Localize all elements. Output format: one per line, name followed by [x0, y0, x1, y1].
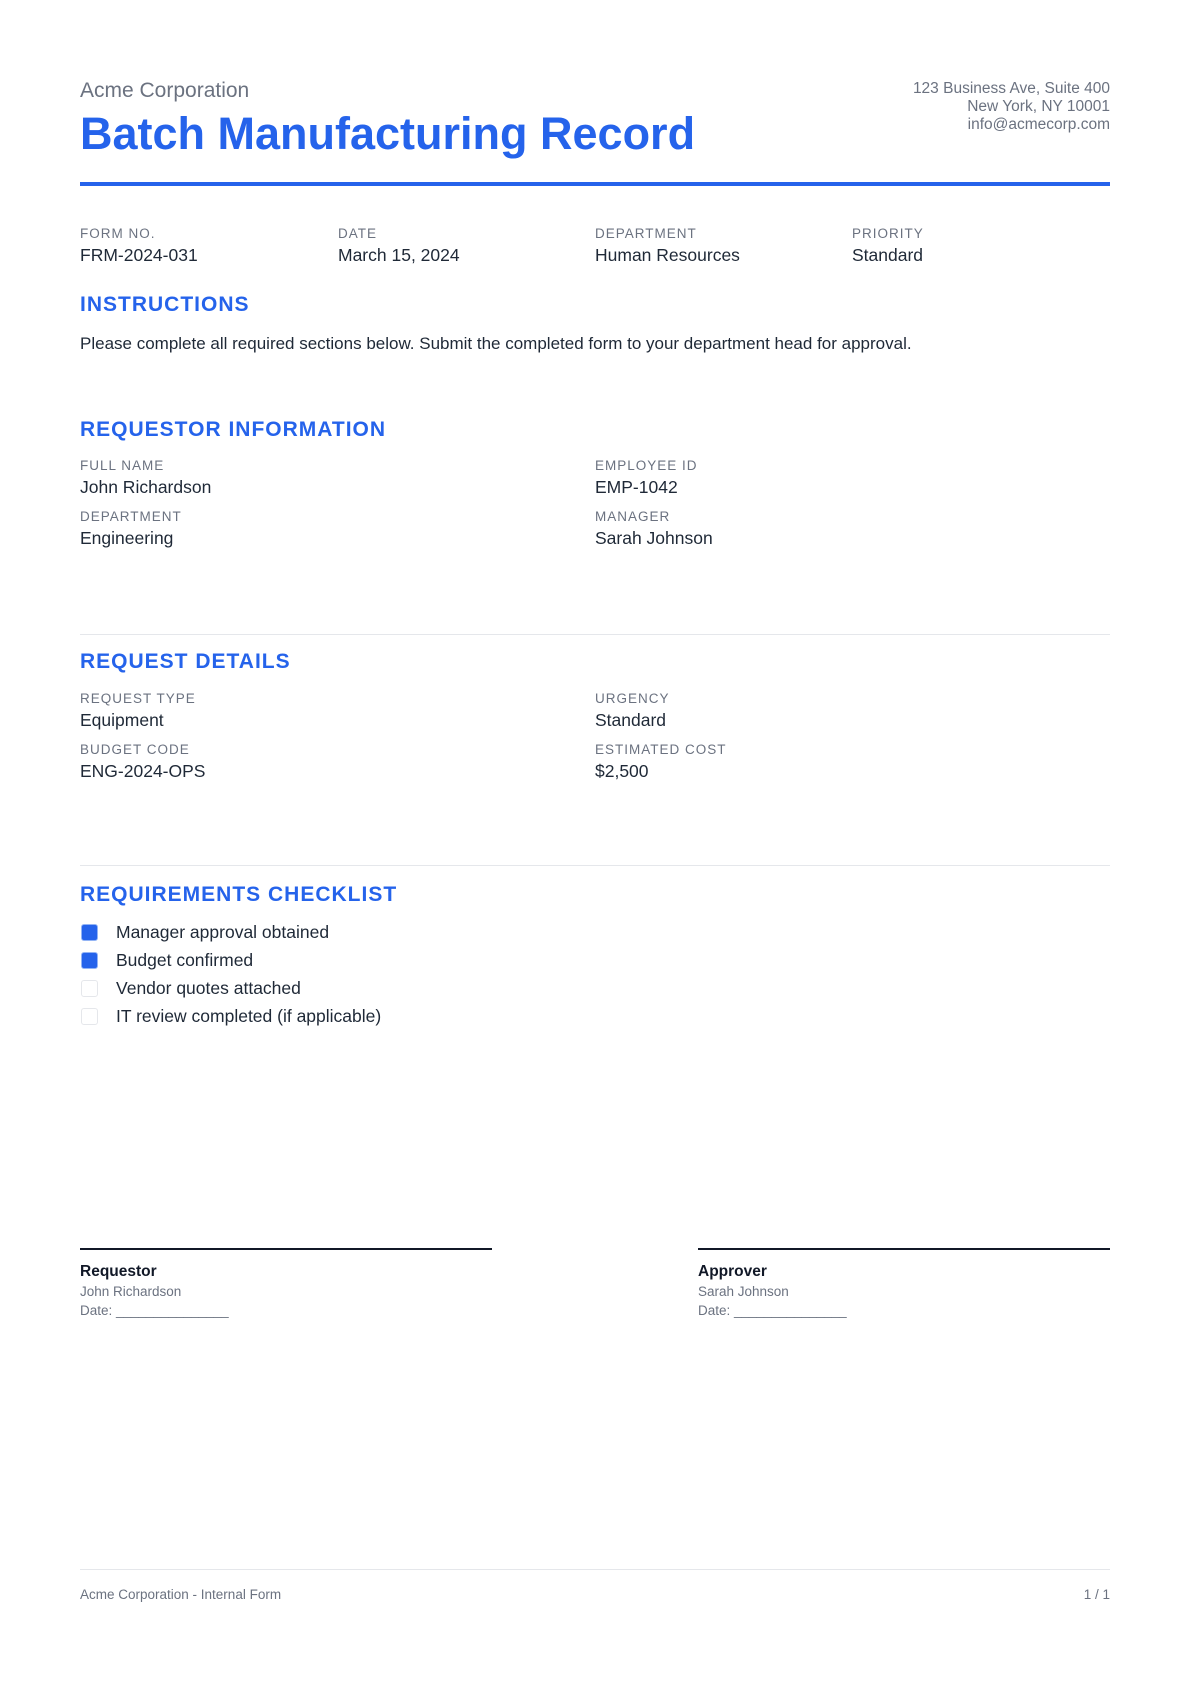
- employee-id-value: EMP-1042: [595, 477, 678, 497]
- approver-signature-name: Sarah Johnson: [698, 1284, 789, 1299]
- checkbox-it-review[interactable]: [81, 1008, 98, 1025]
- instructions-text: Please complete all required sections below. Submit the completed form to your department head for approval.: [80, 334, 912, 353]
- request-type-label: REQUEST TYPE: [80, 691, 196, 706]
- priority-value: Standard: [852, 245, 924, 265]
- checkbox-vendor-quotes[interactable]: [81, 980, 98, 997]
- department-label: DEPARTMENT: [595, 226, 697, 241]
- department-value: Human Resources: [595, 245, 740, 265]
- requestor-signature-date: Date: _______________: [80, 1303, 229, 1318]
- footer-text: Acme Corporation - Internal Form: [80, 1587, 282, 1602]
- checklist-item-label: IT review completed (if applicable): [116, 1006, 382, 1026]
- budget-code-label: BUDGET CODE: [80, 742, 190, 757]
- section-divider: [80, 865, 1110, 866]
- requestor-signature-role: Requestor: [80, 1263, 157, 1280]
- checklist-item-label: Vendor quotes attached: [116, 978, 301, 998]
- approver-signature-line: [698, 1248, 1110, 1250]
- manager-label: MANAGER: [595, 509, 671, 524]
- full-name-label: FULL NAME: [80, 458, 165, 473]
- company-email: info@acmecorp.com: [967, 116, 1110, 133]
- date-value: March 15, 2024: [338, 245, 460, 265]
- budget-code-value: ENG-2024-OPS: [80, 761, 206, 781]
- employee-id-label: EMPLOYEE ID: [595, 458, 698, 473]
- company-address: [913, 80, 1110, 134]
- estimated-cost-value: $2,500: [595, 761, 649, 781]
- approver-signature-date: Date: _______________: [698, 1303, 847, 1318]
- request-type-value: Equipment: [80, 710, 164, 730]
- page-number: 1 / 1: [1083, 1587, 1110, 1602]
- approver-signature-role: Approver: [698, 1263, 767, 1280]
- full-name-value: John Richardson: [80, 477, 212, 497]
- requestor-department-label: DEPARTMENT: [80, 509, 182, 524]
- form-no-value: FRM-2024-031: [80, 245, 198, 265]
- details-heading: REQUEST DETAILS: [80, 650, 291, 673]
- section-divider: [80, 634, 1110, 635]
- footer-divider: [80, 1569, 1110, 1570]
- estimated-cost-label: ESTIMATED COST: [595, 742, 727, 757]
- checkbox-manager-approval[interactable]: [81, 924, 98, 941]
- checklist-item-label: Manager approval obtained: [116, 922, 330, 942]
- priority-label: PRIORITY: [852, 226, 924, 241]
- checklist-item-label: Budget confirmed: [116, 950, 254, 970]
- manager-value: Sarah Johnson: [595, 528, 713, 548]
- date-label: DATE: [338, 226, 378, 241]
- form-no-label: FORM NO.: [80, 226, 156, 241]
- requestor-signature-line: [80, 1248, 492, 1250]
- urgency-label: URGENCY: [595, 691, 670, 706]
- urgency-value: Standard: [595, 710, 667, 730]
- checklist-heading: REQUIREMENTS CHECKLIST: [80, 883, 398, 906]
- requestor-heading: REQUESTOR INFORMATION: [80, 418, 387, 441]
- header-rule: [80, 182, 1110, 186]
- address-line: New York, NY 10001: [967, 98, 1110, 115]
- requestor-department-value: Engineering: [80, 528, 174, 548]
- checkbox-budget-confirmed[interactable]: [81, 952, 98, 969]
- address-line: 123 Business Ave, Suite 400: [912, 80, 1110, 97]
- instructions-heading: INSTRUCTIONS: [80, 293, 250, 316]
- page-title: Batch Manufacturing Record: [80, 108, 696, 159]
- company-name: Acme Corporation: [80, 79, 250, 102]
- requestor-signature-name: John Richardson: [80, 1284, 182, 1299]
